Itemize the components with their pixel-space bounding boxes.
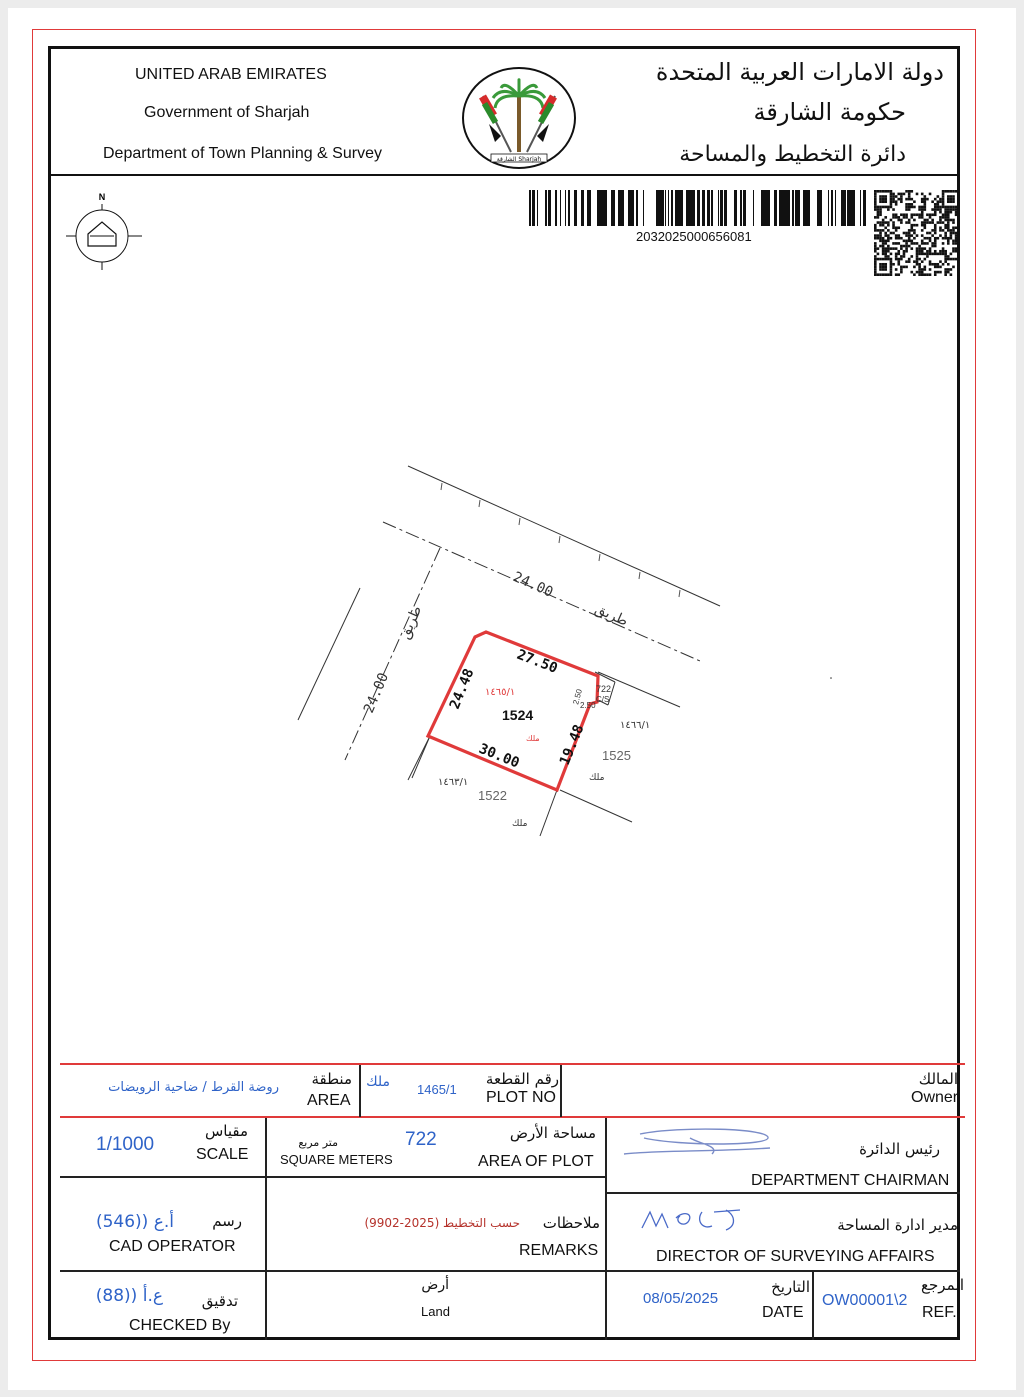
remarks-value: حسب التخطيط (2025-9902) xyxy=(364,1216,520,1230)
owner-label-en: Owner xyxy=(911,1089,959,1106)
neighbor-boundary-4 xyxy=(540,790,557,836)
land-use-ar: أرض xyxy=(421,1277,449,1293)
neighbor-right-code: ١٤٦٦/١ xyxy=(620,720,651,731)
area-label-ar: منطقة xyxy=(311,1070,352,1088)
table-divider xyxy=(606,1192,960,1194)
table-top-red-line xyxy=(60,1063,965,1065)
road-top-name-label: طريق xyxy=(592,601,631,630)
neighbor-bottom-code: ١٤٦٣/١ xyxy=(438,777,469,788)
date-value: 08/05/2025 xyxy=(643,1290,719,1307)
neighbor-right-owner: ملك xyxy=(589,773,605,783)
chairman-label-ar: رئيس الدائرة xyxy=(859,1140,940,1158)
remarks-label-en: REMARKS xyxy=(519,1242,599,1259)
neighbor-bottom-owner: ملك xyxy=(512,819,528,829)
checked-by-label-en: CHECKED By xyxy=(129,1317,231,1334)
road-left-name-label: طريق xyxy=(396,603,426,642)
header-en-country: UNITED ARAB EMIRATES xyxy=(135,66,327,83)
header-ar-country: دولة الامارات العربية المتحدة xyxy=(655,58,944,86)
plot-no-value: 1465/1 xyxy=(417,1082,457,1097)
logo-caption: الشارقة Sharjah xyxy=(496,156,542,163)
plot-dim-right: 19.48 xyxy=(556,722,588,768)
north-label: N xyxy=(98,192,106,202)
land-use-en: Land xyxy=(421,1304,450,1319)
chairman-signature xyxy=(620,1124,780,1160)
table-divider xyxy=(265,1118,267,1340)
scale-label-ar: مقياس xyxy=(204,1122,248,1140)
header-ar-department: دائرة التخطيط والمساحة xyxy=(679,142,906,167)
plot-owner-ar: ملك xyxy=(526,734,540,743)
road-left-width-label: 24.00 xyxy=(360,670,393,716)
scale-label-en: SCALE xyxy=(196,1146,249,1163)
ownership-type: ملك xyxy=(366,1074,390,1090)
small-parcel-code: 722 xyxy=(596,684,612,694)
header-en-government: Government of Sharjah xyxy=(144,104,310,121)
square-meters-en: SQUARE METERS xyxy=(280,1152,393,1167)
remarks-label-ar: ملاحظات xyxy=(542,1214,600,1232)
reference-value: OW00001\2 xyxy=(822,1292,908,1309)
plot-dim-top: 27.50 xyxy=(514,646,560,677)
director-signature xyxy=(640,1206,750,1234)
area-of-plot-label-en: AREA OF PLOT xyxy=(478,1153,594,1170)
road-left-centerline xyxy=(345,548,440,760)
cad-operator-label-en: CAD OPERATOR xyxy=(109,1238,236,1255)
road-left-edge xyxy=(298,588,360,720)
header-en-department: Department of Town Planning & Survey xyxy=(103,145,382,162)
road-top-width-label: 24.00 xyxy=(510,569,556,601)
small-dim-a: 2.50 xyxy=(571,688,584,706)
small-parcel-sub: C/S xyxy=(596,695,610,704)
neighbor-right-number: 1525 xyxy=(602,748,631,763)
table-divider xyxy=(60,1176,606,1178)
plot-dim-bottom: 30.00 xyxy=(476,740,522,772)
date-label-ar: التاريخ xyxy=(771,1278,810,1296)
table-divider xyxy=(359,1065,361,1117)
cad-operator-value: أ.ع ((546) xyxy=(95,1212,174,1232)
plot-number: 1524 xyxy=(502,707,534,723)
table-divider xyxy=(560,1065,562,1117)
small-dim-b: 2.50 xyxy=(580,701,596,710)
director-label-en: DIRECTOR OF SURVEYING AFFAIRS xyxy=(656,1248,935,1265)
table-row1-red-line xyxy=(60,1116,965,1118)
area-label-en: AREA xyxy=(307,1092,351,1109)
table-divider xyxy=(605,1118,607,1340)
checked-by-value: ع.أ ((88) xyxy=(95,1286,163,1306)
chairman-label-en: DEPARTMENT CHAIRMAN xyxy=(751,1172,950,1189)
plot-no-label-en: PLOT NO xyxy=(486,1089,556,1106)
neighbor-boundary-2 xyxy=(560,790,632,822)
scale-value: 1/1000 xyxy=(96,1134,155,1155)
area-value: روضة القرط / ضاحية الرويضات xyxy=(108,1080,279,1095)
road-top-edge xyxy=(408,466,720,606)
plot-dim-left: 24.48 xyxy=(446,666,478,712)
area-of-plot-label-ar: مساحة الأرض xyxy=(509,1124,596,1142)
owner-label-ar: المالك xyxy=(918,1070,958,1088)
area-of-plot-value: 722 xyxy=(405,1129,437,1150)
cad-operator-label-ar: رسم xyxy=(212,1212,242,1230)
reference-label-ar: المرجع xyxy=(921,1276,964,1294)
plot-no-label-ar: رقم القطعة xyxy=(485,1070,559,1088)
director-label-ar: مدير ادارة المساحة xyxy=(837,1216,958,1234)
neighbor-bottom-number: 1522 xyxy=(478,788,507,803)
header-ar-government: حكومة الشارقة xyxy=(753,98,906,126)
square-meters-ar: متر مربع xyxy=(298,1136,338,1149)
checked-by-label-ar: تدقيق xyxy=(201,1292,238,1310)
date-label-en: DATE xyxy=(762,1304,804,1321)
table-divider xyxy=(812,1271,814,1340)
barcode-number: 2032025000656081 xyxy=(636,229,752,244)
table-divider xyxy=(60,1270,960,1272)
plot-code-ar: ١٤٦٥/١ xyxy=(485,687,516,698)
reference-label-en: REF. xyxy=(922,1304,957,1321)
